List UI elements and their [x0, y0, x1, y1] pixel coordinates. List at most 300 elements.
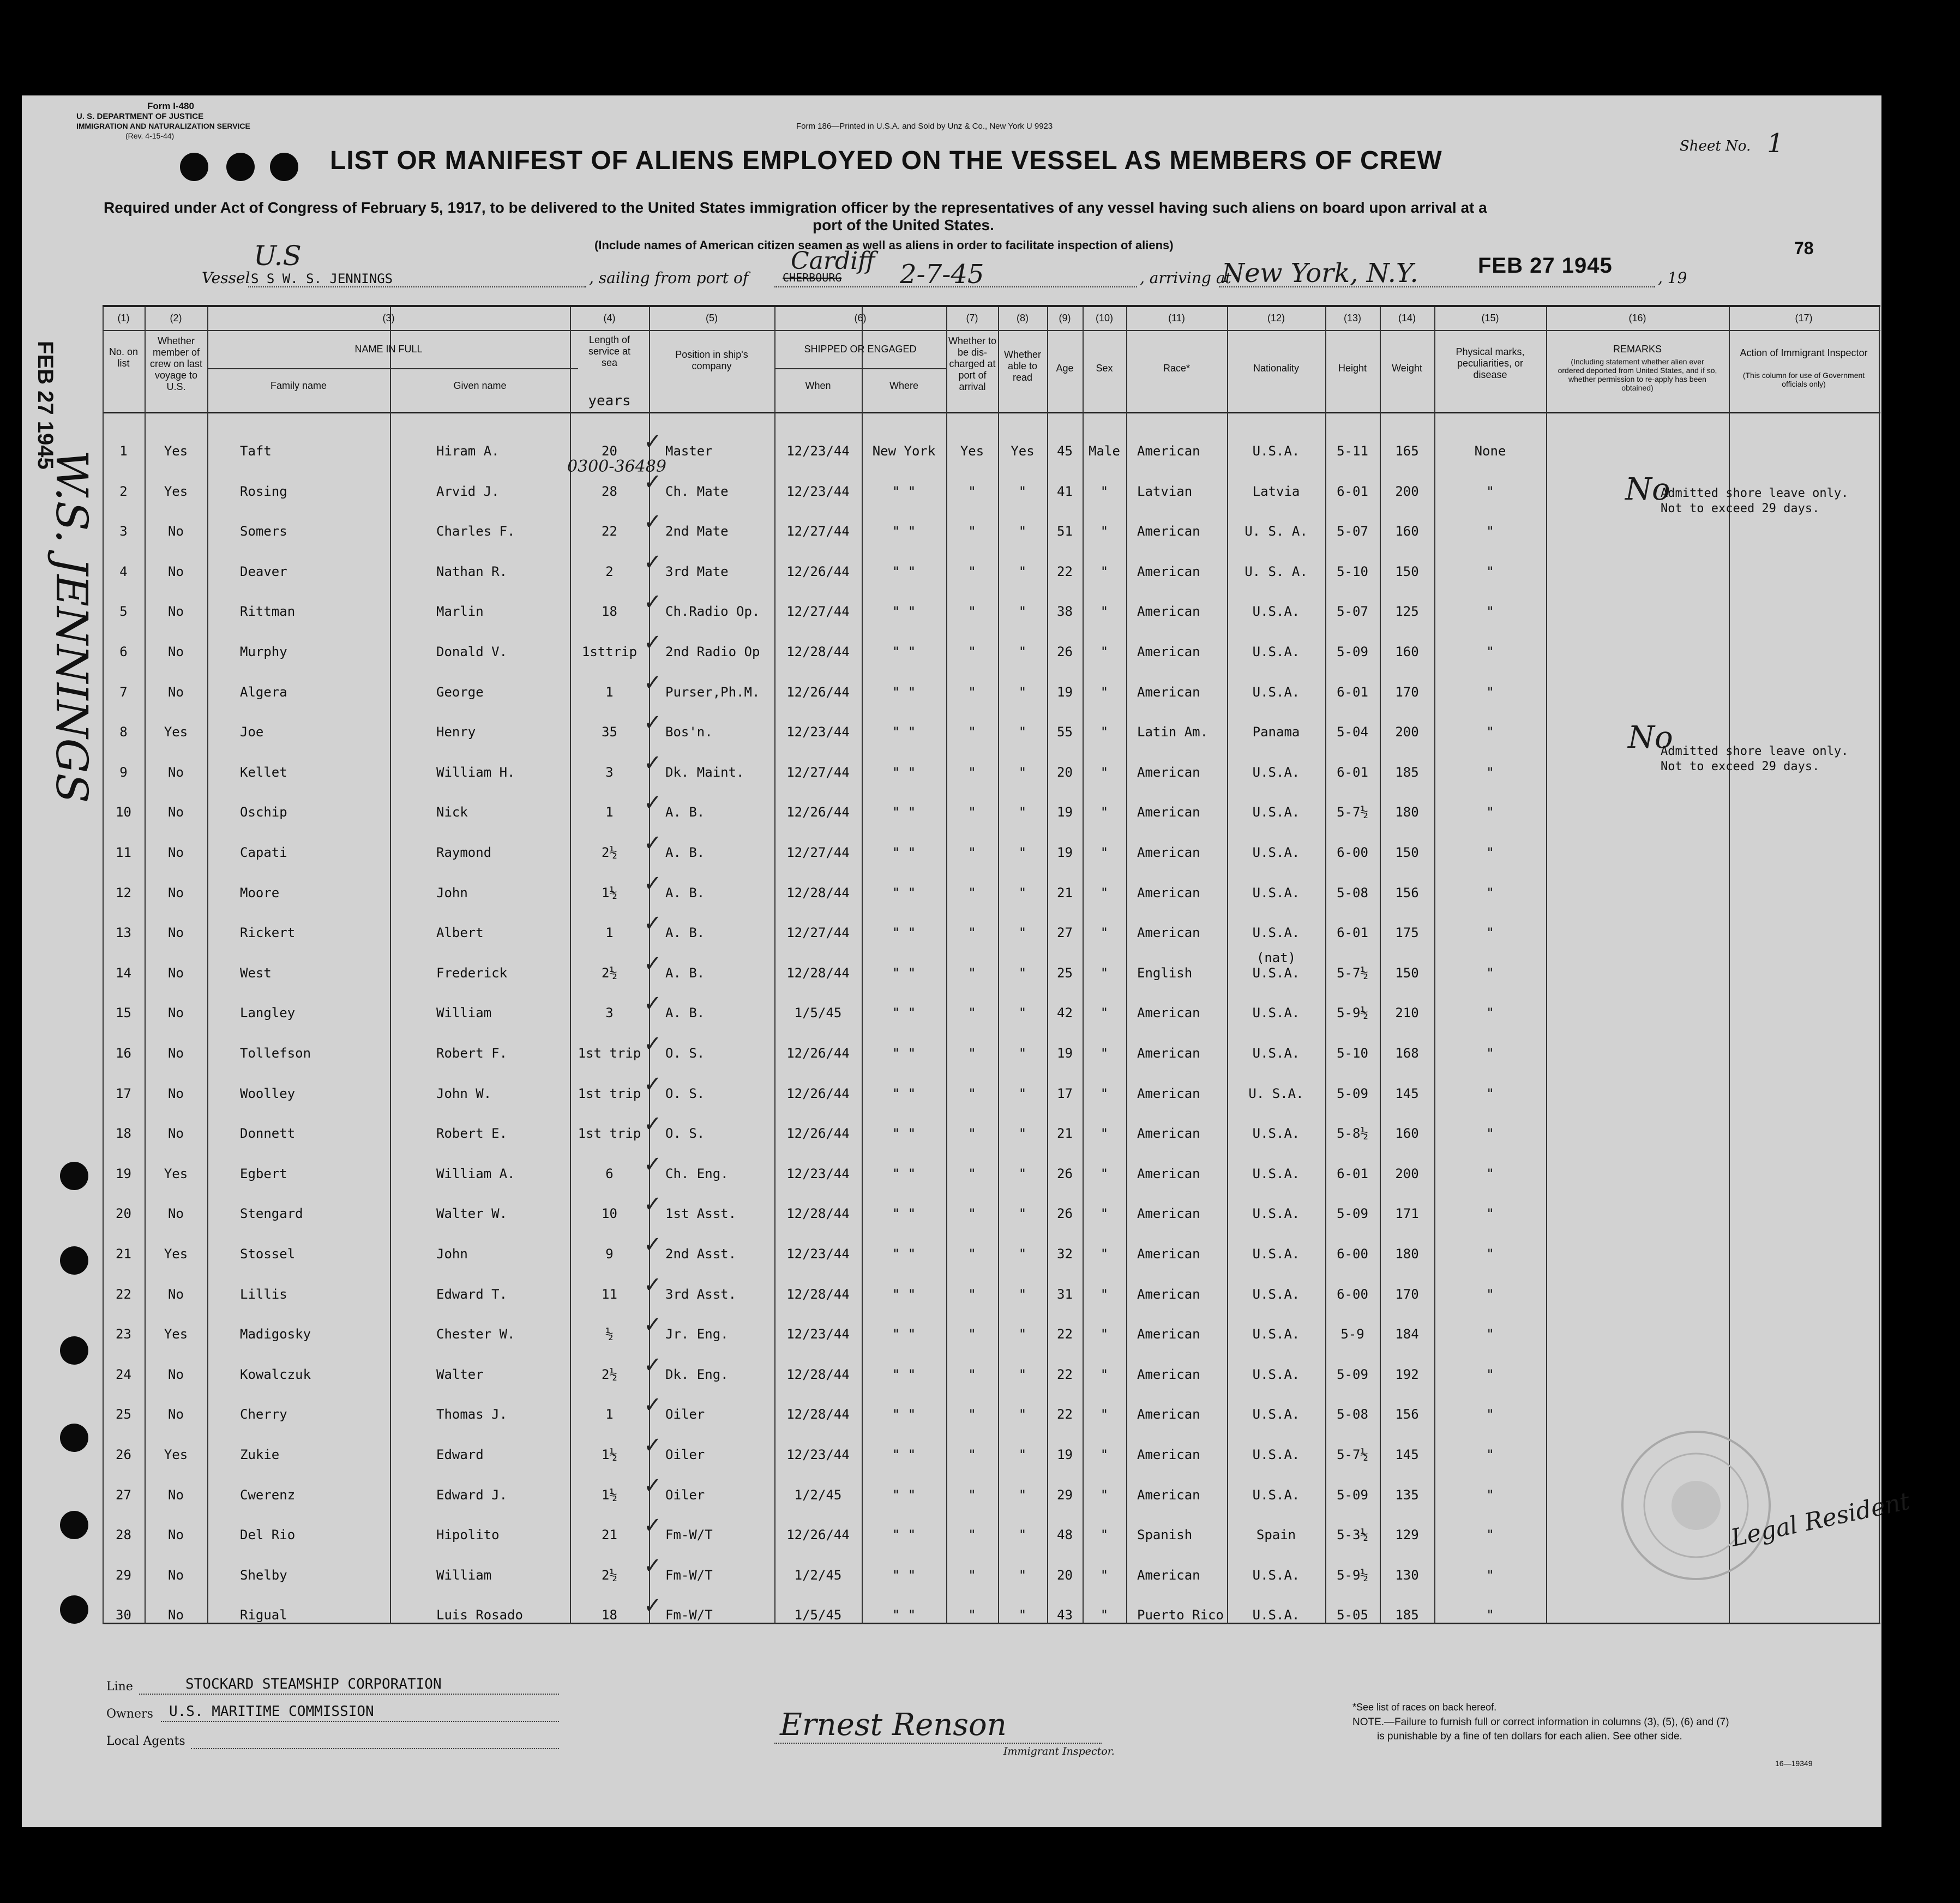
cell-height: 6-01: [1337, 684, 1368, 700]
cell-nat: U.S.A.: [1252, 965, 1300, 981]
table-num-rule: [103, 330, 1880, 331]
cell-position: A. B.: [665, 1005, 705, 1021]
cell-given: Hipolito: [436, 1527, 500, 1543]
cell-service: 35: [602, 724, 617, 740]
cell-given: George: [436, 684, 484, 700]
cell-family: West: [240, 965, 272, 981]
cell-sex: ": [1100, 965, 1109, 981]
cell-weight: 185: [1395, 1607, 1419, 1623]
cell-age: 21: [1057, 1126, 1073, 1142]
cell-marks: ": [1486, 1166, 1494, 1181]
cell-weight: 192: [1395, 1366, 1419, 1382]
owners-rule: [161, 1721, 559, 1722]
cell-disch: ": [968, 1366, 976, 1382]
check-mark-icon: ✓: [644, 1553, 662, 1578]
cell-sex: ": [1100, 1246, 1109, 1262]
cell-race: American: [1137, 925, 1200, 941]
header-name-in-full: NAME IN FULL: [354, 344, 423, 355]
cell-no: 10: [116, 805, 131, 820]
cell-where: " ": [892, 845, 916, 860]
cell-age: 26: [1057, 1166, 1073, 1181]
manifest-sheet: [22, 95, 1913, 1827]
cell-marks: ": [1486, 925, 1494, 941]
cell-no: 17: [116, 1085, 131, 1101]
cell-service: 9: [605, 1246, 614, 1262]
cell-sex: ": [1100, 644, 1109, 659]
cell-marks: ": [1486, 644, 1494, 659]
cell-position: A. B.: [665, 885, 705, 901]
cell-age: 22: [1057, 1407, 1073, 1422]
cell-disch: ": [968, 925, 976, 941]
cell-sex: ": [1100, 1447, 1109, 1462]
name-split-rule: [207, 368, 578, 369]
cell-marks: None: [1474, 443, 1506, 459]
inspector-rule: [774, 1743, 1102, 1744]
cell-weight: 170: [1395, 684, 1419, 700]
cell-age: 29: [1057, 1487, 1073, 1503]
cell-marks: ": [1486, 604, 1494, 620]
cell-height: 5-10: [1337, 563, 1368, 579]
cell-race: Spanish: [1137, 1527, 1193, 1543]
cell-marks: ": [1486, 965, 1494, 981]
cell-disch: ": [968, 1046, 976, 1061]
col-num-14: (14): [1398, 313, 1416, 323]
local-agents-label: Local Agents: [106, 1734, 185, 1748]
cell-nat: U.S.A.: [1252, 1166, 1300, 1181]
cell-marks: ": [1486, 724, 1494, 740]
cell-sex: ": [1100, 483, 1109, 499]
cell-weight: 125: [1395, 604, 1419, 620]
cell-last: No: [168, 1085, 184, 1101]
col-num-15: (15): [1481, 313, 1499, 323]
cell-weight: 200: [1395, 1166, 1419, 1181]
cell-service: 1½: [602, 1487, 617, 1503]
cell-where: " ": [892, 1447, 916, 1462]
cell-given: Arvid J.: [436, 483, 500, 499]
cell-family: Oschip: [240, 805, 287, 820]
cell-read: ": [1018, 684, 1027, 700]
cell-where: " ": [892, 1286, 916, 1302]
cell-family: Lillis: [240, 1286, 287, 1302]
cell-last: Yes: [164, 1447, 188, 1462]
cell-when: 12/27/44: [786, 764, 850, 780]
cell-last: No: [168, 563, 184, 579]
cell-family: Madigosky: [240, 1326, 311, 1342]
cell-marks: ": [1486, 1206, 1494, 1222]
cell-given: Hiram A.: [436, 443, 500, 459]
cell-height: 5-8½: [1337, 1126, 1368, 1142]
cell-nat: U.S.A.: [1252, 885, 1300, 901]
cell-family: Rigual: [240, 1607, 287, 1623]
manifest-subtitle-2: port of the United States.: [813, 217, 994, 233]
line-rule: [139, 1694, 559, 1695]
cell-disch: ": [968, 1607, 976, 1623]
col-num-7: (7): [966, 313, 978, 323]
cell-weight: 200: [1395, 483, 1419, 499]
cell-height: 5-9½: [1337, 1005, 1368, 1021]
cell-height: 5-09: [1337, 1206, 1368, 1222]
check-mark-icon: ✓: [644, 630, 662, 655]
cell-race: American: [1137, 644, 1200, 659]
cell-height: 5-09: [1337, 1487, 1368, 1503]
cell-age: 45: [1057, 443, 1073, 459]
cell-service: 28: [602, 483, 617, 499]
cell-sex: ": [1100, 604, 1109, 620]
cell-where: " ": [892, 1126, 916, 1142]
cell-sex: ": [1100, 1166, 1109, 1181]
cell-service: 10: [602, 1206, 617, 1222]
cell-family: Capati: [240, 845, 287, 860]
punch-hole: [60, 1595, 88, 1624]
header-given-name: Given name: [453, 380, 507, 391]
cell-disch: ": [968, 724, 976, 740]
cell-height: 6-00: [1337, 1286, 1368, 1302]
cell-weight: 145: [1395, 1447, 1419, 1462]
cell-sex: ": [1100, 1567, 1109, 1583]
cell-when: 12/23/44: [786, 1246, 850, 1262]
cell-service: 1: [605, 805, 614, 820]
cell-sex: ": [1100, 684, 1109, 700]
cell-no: 13: [116, 925, 131, 941]
cell-sex: ": [1100, 1527, 1109, 1543]
cell-no: 22: [116, 1286, 131, 1302]
cell-read: ": [1018, 604, 1027, 620]
check-mark-icon: ✓: [644, 1593, 662, 1619]
cell-last: No: [168, 684, 184, 700]
cell-nat: Panama: [1252, 724, 1300, 740]
check-mark-icon: ✓: [644, 590, 662, 615]
cell-disch: ": [968, 1206, 976, 1222]
cell-height: 6-00: [1337, 1246, 1368, 1262]
cell-position: Bos'n.: [665, 724, 713, 740]
cell-marks: ": [1486, 1527, 1494, 1543]
sailing-port-struck: CHERBOURG: [783, 271, 842, 284]
header-remarks-note: (Including statement whether alien ever ordered deported from United States, and if so, whether permission to re-apply has been obtained): [1558, 357, 1717, 392]
cell-where: " ": [892, 1046, 916, 1061]
cell-given: John: [436, 1246, 468, 1262]
cell-read: ": [1018, 563, 1027, 579]
sheet-number: 1: [1767, 128, 1784, 159]
cell-where: " ": [892, 965, 916, 981]
cell-race: American: [1137, 805, 1200, 820]
cell-service: 2½: [602, 1567, 617, 1583]
header-length-service: Length of service at sea: [588, 334, 631, 368]
cell-service: 2: [605, 563, 614, 579]
cell-weight: 150: [1395, 965, 1419, 981]
cell-age: 19: [1057, 684, 1073, 700]
cell-marks: ": [1486, 885, 1494, 901]
cell-disch: ": [968, 764, 976, 780]
cell-weight: 170: [1395, 1286, 1419, 1302]
header-age: Age: [1056, 363, 1074, 374]
cell-position: A. B.: [665, 925, 705, 941]
cell-last: Yes: [164, 443, 188, 459]
cell-age: 55: [1057, 724, 1073, 740]
cell-race: American: [1137, 1206, 1200, 1222]
cell-service: 1st trip: [578, 1085, 641, 1101]
cell-race: American: [1137, 885, 1200, 901]
remark-1-line-2: Not to exceed 29 days.: [1661, 502, 1820, 515]
cell-position: Dk. Eng.: [665, 1366, 729, 1382]
cell-weight: 200: [1395, 724, 1419, 740]
cell-age: 22: [1057, 563, 1073, 579]
cell-family: Algera: [240, 684, 287, 700]
cell-marks: ": [1486, 1046, 1494, 1061]
cell-family: Del Rio: [240, 1527, 296, 1543]
year-label: , 19: [1658, 269, 1687, 287]
cell-height: 5-3½: [1337, 1527, 1368, 1543]
line-value: STOCKARD STEAMSHIP CORPORATION: [185, 1676, 442, 1692]
punch-hole: [180, 153, 208, 181]
cell-where: " ": [892, 563, 916, 579]
cell-sex: ": [1100, 805, 1109, 820]
cell-read: ": [1018, 1326, 1027, 1342]
cell-disch: ": [968, 1567, 976, 1583]
cell-last: No: [168, 885, 184, 901]
cell-no: 8: [119, 724, 128, 740]
col-num-2: (2): [170, 313, 182, 323]
cell-service: 3: [605, 1005, 614, 1021]
header-bottom-rule: [103, 412, 1880, 413]
cell-no: 27: [116, 1487, 131, 1503]
cell-race: American: [1137, 1166, 1200, 1181]
remark-2-line-1: Admitted shore leave only.: [1661, 745, 1849, 758]
cell-given: Walter: [436, 1366, 484, 1382]
col-num-10: (10): [1095, 313, 1113, 323]
cell-disch: ": [968, 1326, 976, 1342]
header-able-to-read: Whether able to read: [1003, 349, 1042, 383]
cell-race: American: [1137, 563, 1200, 579]
cell-last: No: [168, 1487, 184, 1503]
cell-last: No: [168, 1607, 184, 1623]
col-num-4: (4): [603, 313, 616, 323]
cell-given: Charles F.: [436, 524, 515, 539]
check-mark-icon: ✓: [644, 1392, 662, 1418]
cell-service: 2½: [602, 845, 617, 860]
check-mark-icon: ✓: [644, 1473, 662, 1498]
remark-2-line-2: Not to exceed 29 days.: [1661, 760, 1820, 773]
cell-weight: 168: [1395, 1046, 1419, 1061]
sailing-date-hand: 2-7-45: [900, 259, 984, 290]
cell-position: 2nd Mate: [665, 524, 729, 539]
cell-race: American: [1137, 1046, 1200, 1061]
local-agents-rule: [191, 1748, 559, 1749]
cell-last: No: [168, 1126, 184, 1142]
cell-given: Robert F.: [436, 1046, 508, 1061]
cell-height: 6-01: [1337, 925, 1368, 941]
cell-disch: ": [968, 1085, 976, 1101]
cell-nat: U.S.A.: [1252, 1046, 1300, 1061]
punch-hole: [60, 1511, 88, 1539]
cell-age: 21: [1057, 885, 1073, 901]
cell-disch: ": [968, 524, 976, 539]
cell-position: 2nd Asst.: [665, 1246, 737, 1262]
header-height: Height: [1338, 363, 1367, 374]
header-physical-marks: Physical marks, peculiarities, or disease: [1456, 346, 1525, 380]
cell-nat: U.S.A.: [1252, 805, 1300, 820]
cell-where: " ": [892, 724, 916, 740]
cell-read: ": [1018, 1487, 1027, 1503]
cell-no: 30: [116, 1607, 131, 1623]
cell-family: Kowalczuk: [240, 1366, 311, 1382]
cell-nat: U.S.A.: [1252, 925, 1300, 941]
punch-hole: [60, 1246, 88, 1275]
cell-no: 29: [116, 1567, 131, 1583]
cell-nat: U.S.A.: [1252, 1126, 1300, 1142]
cell-position: Ch.Radio Op.: [665, 604, 760, 620]
col-num-9: (9): [1059, 313, 1071, 323]
cell-race: American: [1137, 1447, 1200, 1462]
cell-where: " ": [892, 483, 916, 499]
cell-no: 23: [116, 1326, 131, 1342]
cell-marks: ": [1486, 1326, 1494, 1342]
cell-position: 2nd Radio Op: [665, 644, 760, 659]
cell-marks: ": [1486, 1366, 1494, 1382]
spine-vessel-hand: W.S. JENNINGS: [46, 450, 97, 803]
cell-given: Raymond: [436, 845, 492, 860]
cell-weight: 150: [1395, 845, 1419, 860]
cell-position: Ch. Eng.: [665, 1166, 729, 1181]
cell-no: 5: [119, 604, 128, 620]
check-mark-icon: ✓: [644, 1151, 662, 1177]
cell-age: 19: [1057, 845, 1073, 860]
cell-given: Thomas J.: [436, 1407, 508, 1422]
cell-marks: ": [1486, 1246, 1494, 1262]
col-rule: [390, 307, 391, 1624]
cell-position: A. B.: [665, 845, 705, 860]
form-number: Form I-480: [147, 101, 194, 111]
cell-when: 12/28/44: [786, 885, 850, 901]
footnote-races: *See list of races on back hereof.: [1352, 1702, 1497, 1713]
cell-family: Deaver: [240, 563, 287, 579]
cell-where: " ": [892, 684, 916, 700]
check-mark-icon: ✓: [644, 1433, 662, 1458]
cell-no: 7: [119, 684, 128, 700]
check-mark-icon: ✓: [644, 1071, 662, 1097]
cell-where: New York: [872, 443, 936, 459]
include-note: (Include names of American citizen seamen as well as aliens in order to facilitate inspection of aliens): [594, 238, 1174, 252]
official-seal-stamp: [1614, 1424, 1778, 1587]
check-mark-icon: ✓: [644, 991, 662, 1017]
cell-given: Nick: [436, 805, 468, 820]
col-rule: [207, 307, 208, 1624]
cell-weight: 135: [1395, 1487, 1419, 1503]
cell-marks: ": [1486, 1567, 1494, 1583]
cell-height: 5-08: [1337, 885, 1368, 901]
check-mark-icon: ✓: [644, 549, 662, 575]
cell-weight: 175: [1395, 925, 1419, 941]
cell-given: William A.: [436, 1166, 515, 1181]
cell-service: 11: [602, 1286, 617, 1302]
cell-nat: U.S.A.: [1252, 684, 1300, 700]
cell-last: No: [168, 925, 184, 941]
cell-sex: ": [1100, 1085, 1109, 1101]
form-service: IMMIGRATION AND NATURALIZATION SERVICE: [76, 122, 250, 130]
cell-where: " ": [892, 1407, 916, 1422]
cell-race: American: [1137, 1407, 1200, 1422]
cell-when: 12/28/44: [786, 1366, 850, 1382]
cell-disch: Yes: [960, 443, 984, 459]
cell-family: Rittman: [240, 604, 296, 620]
cell-position: Dk. Maint.: [665, 764, 744, 780]
cell-last: No: [168, 845, 184, 860]
cell-disch: ": [968, 604, 976, 620]
col-num-5: (5): [706, 313, 718, 323]
cell-last: No: [168, 1567, 184, 1583]
cell-nat: U.S.A.: [1252, 845, 1300, 860]
cell-given: Edward: [436, 1447, 484, 1462]
cell-no: 2: [119, 483, 128, 499]
cell-when: 12/26/44: [786, 1046, 850, 1061]
cell-weight: 165: [1395, 443, 1419, 459]
shipped-split-rule: [774, 368, 946, 369]
cell-nat: Spain: [1256, 1527, 1296, 1543]
punch-hole: [226, 153, 255, 181]
cell-given: William H.: [436, 764, 515, 780]
cell-sex: ": [1100, 764, 1109, 780]
cell-service: 1: [605, 1407, 614, 1422]
cell-position: O. S.: [665, 1126, 705, 1142]
cell-given: Albert: [436, 925, 484, 941]
cell-height: 5-07: [1337, 524, 1368, 539]
cell-height: 5-9: [1340, 1326, 1364, 1342]
cell-height: 6-01: [1337, 1166, 1368, 1181]
cell-nat: U.S.A.: [1252, 764, 1300, 780]
cell-sex: ": [1100, 845, 1109, 860]
cell-age: 43: [1057, 1607, 1073, 1623]
cell-last: No: [168, 764, 184, 780]
cell-service: 1: [605, 925, 614, 941]
header-inspector-note: (This column for use of Government officials only): [1742, 371, 1865, 388]
cell-when: 12/28/44: [786, 965, 850, 981]
punch-hole: [60, 1336, 88, 1365]
cell-when: 12/26/44: [786, 1126, 850, 1142]
cell-family: Egbert: [240, 1166, 287, 1181]
cell-nat: U. S.A.: [1248, 1085, 1304, 1101]
cell-age: 17: [1057, 1085, 1073, 1101]
cell-nat: U.S.A.: [1252, 1246, 1300, 1262]
cell-age: 19: [1057, 1447, 1073, 1462]
cell-where: " ": [892, 805, 916, 820]
cell-nat: U.S.A.: [1252, 1366, 1300, 1382]
header-weight: Weight: [1392, 363, 1422, 374]
cell-family: Cherry: [240, 1407, 287, 1422]
header-discharged: Whether to be dis-charged at port of arrival: [948, 335, 997, 392]
cell-when: 12/28/44: [786, 1206, 850, 1222]
cell-weight: 210: [1395, 1005, 1419, 1021]
cell-height: 6-01: [1337, 483, 1368, 499]
cell-when: 1/5/45: [794, 1005, 842, 1021]
cell-age: 41: [1057, 483, 1073, 499]
spine-annotation: [28, 330, 97, 1121]
cell-age: 19: [1057, 805, 1073, 820]
row2-handwritten-number: 0300-36489: [567, 457, 666, 476]
cell-position: Oiler: [665, 1447, 705, 1462]
check-mark-icon: ✓: [644, 429, 662, 454]
cell-where: " ": [892, 1326, 916, 1342]
cell-given: Edward T.: [436, 1286, 508, 1302]
cell-race: American: [1137, 1085, 1200, 1101]
cell-weight: 156: [1395, 885, 1419, 901]
cell-family: Stengard: [240, 1206, 303, 1222]
cell-last: No: [168, 1527, 184, 1543]
cell-position: Fm-W/T: [665, 1527, 713, 1543]
cell-age: 22: [1057, 1366, 1073, 1382]
remark-1-hand: No: [1625, 472, 1670, 507]
cell-sex: ": [1100, 563, 1109, 579]
cell-height: 5-11: [1337, 443, 1368, 459]
cell-when: 12/26/44: [786, 1085, 850, 1101]
